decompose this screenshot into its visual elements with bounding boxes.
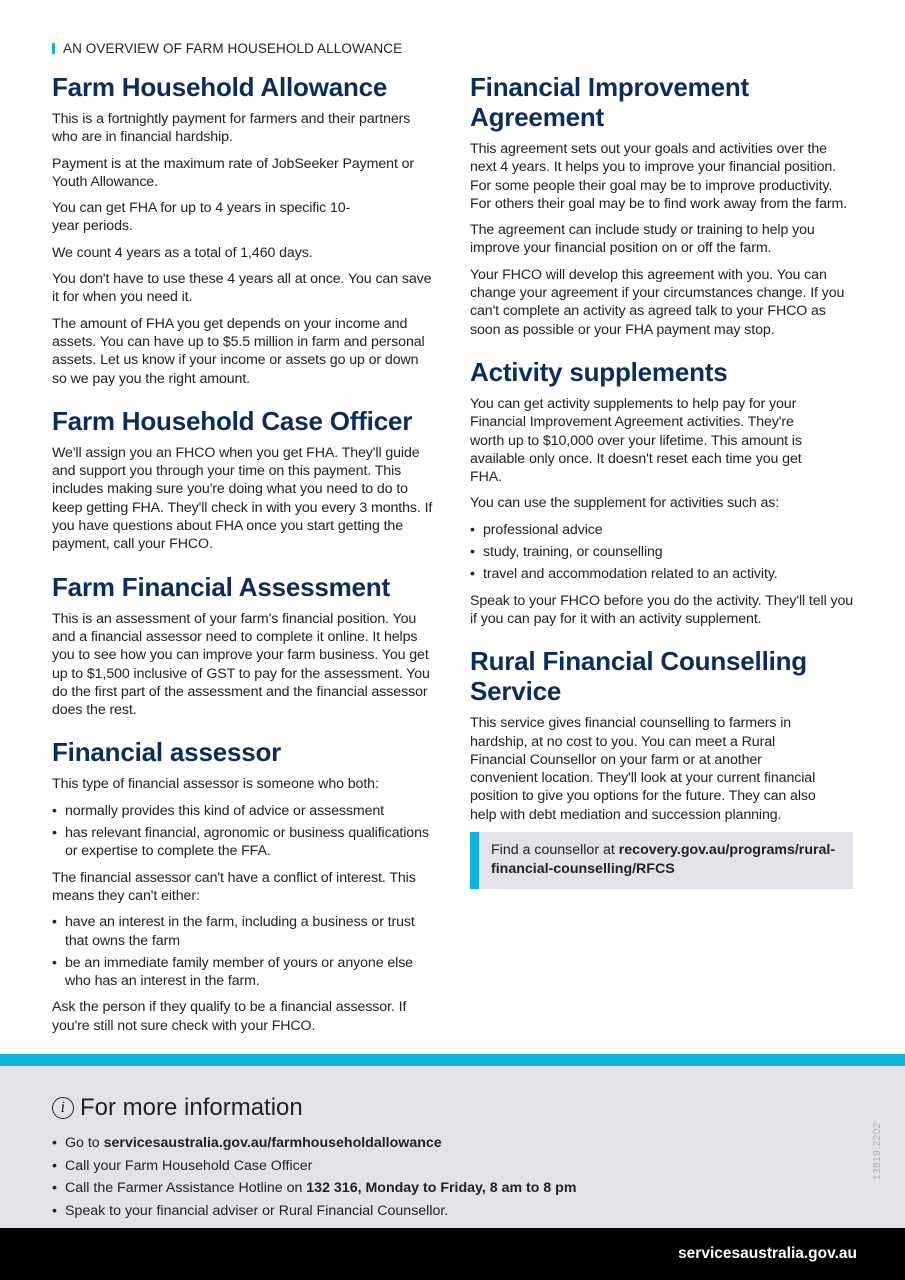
left-column [52,72,437,1053]
document-code: 13819.2202 [872,1122,883,1180]
paragraph: The agreement can include study or training to help you improve your financial position on or off the farm. [470,222,815,257]
heading-fhco: Farm Household Case Officer [52,405,413,436]
list-item: • professional advice [470,521,603,538]
bullet-list [470,521,855,584]
section-case-officer [52,406,437,554]
paragraph: You can get activity supplements to help pay for your Financial Improvement Agreement activities. They're worth up to $10,000 over your lifetime. This amount is available only once. It doesn't reset each time you get FHA. [470,395,802,486]
paragraph: You don't have to use these 4 years all at once. You can save it for when you need it. [52,271,432,306]
website-link[interactable]: servicesaustralia.gov.au/farmhouseholdallowance [103,1135,442,1151]
paragraph: This type of financial assessor is someone who both: [52,776,379,793]
heading-ffa: Farm Financial Assessment [52,571,390,602]
bullet-list [52,913,437,990]
heading-assessor: Financial assessor [52,737,282,768]
eyebrow-text: AN OVERVIEW OF FARM HOUSEHOLD ALLOWANCE [63,41,403,56]
bullet-list [52,802,437,861]
heading-fha: Farm Household Allowance [52,72,388,102]
more-information-panel [0,1054,905,1228]
paragraph: The financial assessor can't have a conflict of interest. This means they can't either: [52,869,416,904]
section-farm-financial-assessment [52,572,437,720]
section-rural-financial-counselling [470,646,855,889]
list-item: • study, training, or counselling [470,544,663,561]
heading-fia: Financial Improvement Agreement [470,72,749,132]
paragraph: Ask the person if they qualify to be a financial assessor. If you're still not sure check with your FHCO. [52,999,407,1034]
paragraph: This service gives financial counselling to farmers in hardship, at no cost to you. You can meet a Rural Financial Counsellor on your farm or at another convenient location. They'll look at your current financial position to give you options for the future. They can also help with debt mediation and succession planning. [470,715,816,823]
accent-bar [52,43,55,54]
list-item: • normally provides this kind of advice or assessment [52,802,384,819]
heading-rfcs: Rural Financial Counselling Service [470,646,807,707]
section-financial-improvement-agreement [470,72,855,339]
callout-text: Find a counsellor at [491,842,619,859]
callout-box [470,832,853,889]
list-item: • Call the Farmer Assistance Hotline on 132 316, Monday to Friday, 8 am to 8 pm [52,1180,577,1196]
list-item: • Go to servicesaustralia.gov.au/farmhouseholdallowance [52,1135,442,1151]
paragraph: Speak to your FHCO before you do the activity. They'll tell you if you can pay for it with an activity supplement. [470,592,854,627]
hotline-number: 132 316, Monday to Friday, 8 am to 8 pm [306,1180,577,1196]
section-activity-supplements [470,357,855,628]
section-farm-household-allowance [52,72,437,388]
info-icon: i [52,1097,74,1119]
paragraph: The amount of FHA you get depends on your income and assets. You can have up to $5.5 million in farm and personal assets. Let us know if your income or assets go up or down so we pay you the right amount. [52,315,425,387]
more-info-heading: i For more information [52,1094,303,1122]
list-item: • have an interest in the farm, including a business or trust that owns the farm [52,914,415,949]
list-item: • has relevant financial, agronomic or business qualifications or expertise to complete the FFA. [52,825,429,860]
paragraph: You can get FHA for up to 4 years in specific 10-year periods. [52,200,351,235]
paragraph: You can use the supplement for activities such as: [470,495,780,512]
section-financial-assessor [52,737,437,1035]
list-item: • travel and accommodation related to an activity. [470,566,778,583]
heading-supplements: Activity supplements [470,356,728,387]
list-item: • Call your Farm Household Case Officer [52,1157,313,1174]
list-item: • Speak to your financial adviser or Rural Financial Counsellor. [52,1202,449,1219]
rfcs-link[interactable]: recovery.gov.au/programs/rural-financial-counselling/RFCS [491,842,836,878]
paragraph: We count 4 years as a total of 1,460 days. [52,244,313,261]
list-item: • be an immediate family member of yours or anyone else who has an interest in the farm. [52,954,413,990]
right-column [470,72,855,907]
footer [0,1228,905,1280]
paragraph: Payment is at the maximum rate of JobSeeker Payment or Youth Allowance. [52,155,415,190]
paragraph: We'll assign you an FHCO when you get FHA. They'll guide and support you through your time on this payment. This includes making sure you're doing what you need to do to keep getting FHA. They'll check in with you every 3 months. If you have questions about FHA once you start getting the payment, call your FHCO. [52,444,433,553]
footer-site-link[interactable]: servicesaustralia.gov.au [678,1245,857,1262]
paragraph: This is a fortnightly payment for farmers and their partners who are in financial hardship. [52,111,411,146]
section-eyebrow [52,41,402,56]
more-info-list [52,1132,576,1222]
paragraph: Your FHCO will develop this agreement with you. You can change your agreement if your circumstances change. If you can't complete an activity as agreed talk to your FHCO as soon as possible or your FHA payment may stop. [470,266,845,338]
paragraph: This is an assessment of your farm's financial position. You and a financial assessor need to complete it online. It helps you to see how you can improve your farm business. You get up to $1,500 inclusive of GST to pay for the assessment. You do the first part of the assessment and the financial assessor does the rest. [52,610,430,719]
paragraph: This agreement sets out your goals and activities over the next 4 years. It helps you to improve your financial position. For some people their goal may be to improve productivity. For others their goal may be to find work away from the farm. [470,141,848,212]
